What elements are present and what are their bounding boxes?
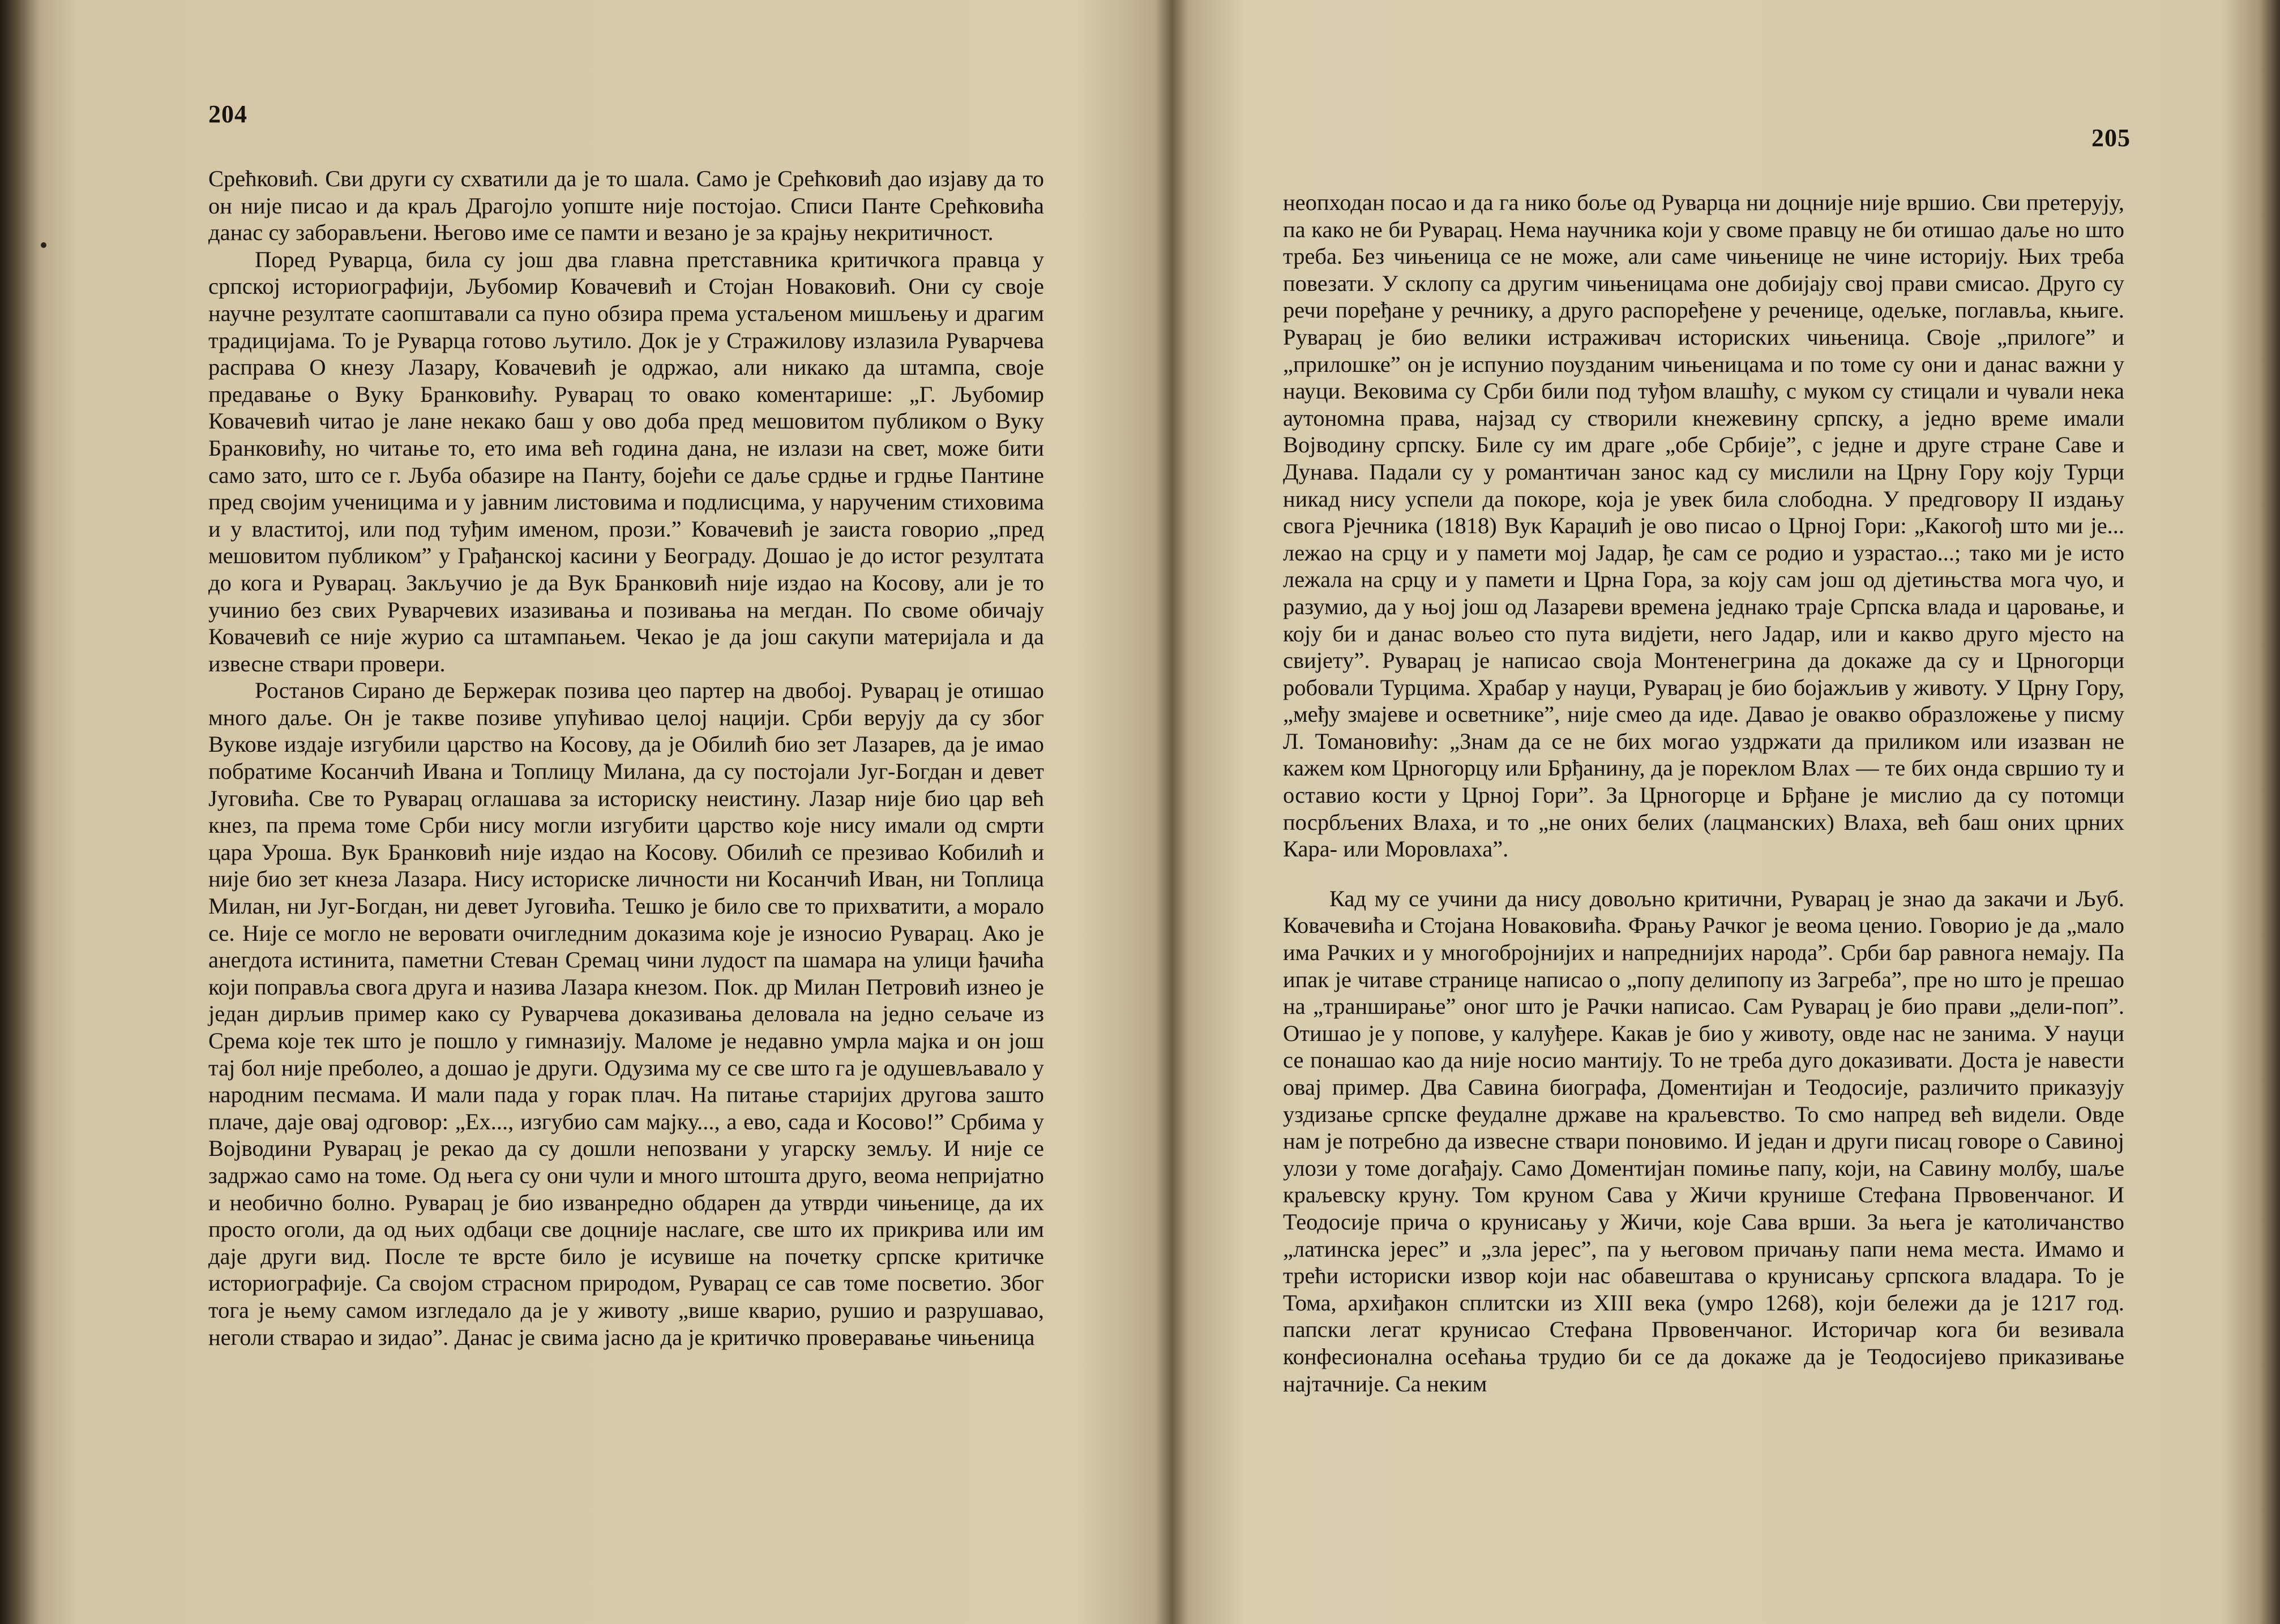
paragraph: Срећковић. Сви други су схватили да је то шала. Само је Срећковић дао изјаву да то он није писао и да краљ Драгојло уопште није постојао. Списи Панте Срећковића данас су заборављени. Његово име се памти и везано је за крајњу некритичност. [208, 166, 1044, 246]
right-page [1172, 0, 2280, 1624]
page-number-left: 204 [208, 100, 247, 128]
ink-dot-mark [41, 242, 46, 248]
paragraph: неопходан посао и да га нико боље од Руварца ни доцније није вршио. Сви претерују, па како не би Руварац. Нема научника који у своме правцу не би отишао даље но што треба. Без чињеница се не може, али саме чињенице не чине историју. Њих треба повезати. У склопу са другим чињеницама оне добијају свој прави смисао. Друго су речи поређане у речнику, а друго распоређене у реченице, одељке, поглавља, књиге. Руварац је био велики истраживач историских чињеница. Своје „прилоге” и „прилошке” он је испунио поузданим чињеницама и по томе су они и данас важни у науци. Вековима су Срби били под туђом влашћу, с муком су стицали и чували нека аутономна права, најзад су створили кнежевину српску, а једно време имали Војводину српску. Биле су им драге „обе Србије”, с једне и друге стране Саве и Дунава. Падали су у романтичан занос кад су мислили на Црну Гору коју Турци никад нису успели да покоре, која је увек била слободна. У предговору II издању свога Рјечника (1818) Вук Караџић је ово писао о Црној Гори: „Какогођ што ми је... лежао на срцу и у памети мој Јадар, ђе сам се родио и узрастао...; тако ми је исто лежала на срцу и у памети и Црна Гора, за коју сам још од дјетињства мога чуо, и разумио, да у њој још од Лазареви времена једнако траје Српска влада и царовање, и коју би и данас вољео сто пута видјети, него Јадар, или и какво друго мјесто на свијету”. Руварац је написао своја Монтенегрина да докаже да су и Црногорци робовали Турцима. Храбар у науци, Руварац је био бојажљив у животу. У Црну Гору, „међу змајеве и осветнике”, није смео да иде. Давао је овакво образложење у писму Л. Томановићу: „Знам да се не бих могао уздржати да приликом или изазван не кажем ком Црногорцу или Брђанину, да је пореклом Влах — те бих онда свршио ту и оставио кости у Црној Гори”. За Црногорце и Брђане је мислио да су потомци посрбљених Влаха, и то „не оних белих (лацманских) Влаха, већ баш оних црних Кара- или Моровлаха”. [1283, 190, 2124, 862]
paragraph: Кад му се учини да нису довољно критични, Руварац је знао да закачи и Љуб. Ковачевића и Стојана Новаковића. Фрању Рачког је веома ценио. Говорио је да „мало има Рачких и у многобројнијих и напреднијих народа”. Срби бар равнога немају. Па ипак је читаве странице написао о „попу делипопу из Загреба”, пре но што је прешао на „транширање” оног што је Рачки написао. Сам Руварац је био прави „дели-поп”. Отишао је у попове, у калуђере. Какав је био у животу, овде нас не занима. У науци се понашао као да није носио мантију. То не треба дуго доказивати. Доста је навести овај пример. Два Савина биографа, Доментијан и Теодосије, различито приказују уздизање српске феудалне државе на краљевство. То смо напред већ видели. Овде нам је потребно да извесне ствари поновимо. И један и други писац говоре о Савиној улози у томе догађају. Само Доментијан помиње папу, који, на Савину молбу, шаље краљевску круну. Том круном Сава у Жичи крунише Стефана Првовенчаног. И Теодосије прича о крунисању у Жичи, које Сава врши. За њега је католичанство „латинска јерес” и „зла јерес”, па у његовом причању папи нема места. Имамо и трећи историски извор који нас обавештава о крунисању српскога владара. То је Тома, архиђакон сплитски из XIII века (умро 1268), који бележи да је 1217 год. папски легат крунисао Стефана Првовенчаног. Историчар кога би везивала конфесионална осећања трудио би се да докаже да је Теодосијево приказивање најтачније. Са неким [1283, 885, 2124, 1396]
paragraph: Ростанов Сирано де Бержерак позива цео партер на двобој. Руварац је отишао много даље. Он је такве позиве упућивао целој нацији. Срби верују да су због Вукове издаје изгубили царство на Косову, да је Обилић био зет Лазарев, да је имао побратиме Косанчић Ивана и Топлицу Милана, да су постојали Југ-Богдан и девет Југовића. Све то Руварац оглашава за историску неистину. Лазар није био цар већ кнез, па према томе Срби нису могли изгубити царство које нису имали од смрти цара Уроша. Вук Бранковић није издао на Косову. Обилић се презивао Кобилић и није био зет кнеза Лазара. Нису историске личности ни Косанчић Иван, ни Топлица Милан, ни Југ-Богдан, ни девет Југовића. Тешко је било све то прихватити, а морало се. Није се могло не веровати очигледним доказима које је износио Руварац. Ако је анегдота истинита, паметни Стеван Сремац чини лудост па шамара на улици ђачића који поправља свога друга и назива Лазара кнезом. Пок. др Милан Петровић изнео је један дирљив пример како су Руварчева доказивања деловала на једно сељаче из Срема које тек што је пошло у гимназију. Маломе је недавно умрла мајка и он још тај бол није преболео, а дошао је други. Одузима му се све што га је одушевљавало у народним песмама. И мали пада у горак плач. На питање старијих другова зашто плаче, даје овај одговор: „Ех..., изгубио сам мајку..., а ево, сада и Косово!” Србима у Војводини Руварац је рекао да су дошли непозвани у угарску земљу. И није се задржао само на томе. Од њега су они чули и много штошта друго, веома непријатно и необично болно. Руварац је био изванредно обдарен да утврди чињенице, да их просто оголи, да од њих одбаци све доцније наслаге, све што их прикрива или им даје други вид. После те врсте било је исувише на почетку српске критичке историографије. Са својом страсном природом, Руварац се сав томе посветио. Због тога је њему самом изгледало да је у животу „више кварио, рушио и разрушавао, неголи стварао и зидао”. Данас је свима јасно да је критичко проверавање чињеница [208, 678, 1044, 1350]
paragraph: Поред Руварца, била су још два главна претставника критичкога правца у српској историографији, Љубомир Ковачевић и Стојан Новаковић. Они су своје научне резултате саопштавали са пуно обзира према устаљеном мишљењу и драгим традицијама. То је Руварца готово љутило. Док је у Стражилову излазила Руварчева расправа О кнезу Лазару, Ковачевић је одржао, али никако да штампа, своје предавање о Вуку Бранковићу. Руварац то овако коментарише: „Г. Љубомир Ковачевић читао је лане некако баш у ово доба пред мешовитом публиком о Вуку Бранковићу, но читање то, ето има већ година дана, не излази на свет, може бити само зато, што се г. Љуба обазире на Панту, бојећи се даље срдње и грдње Пантине пред својим ученицима и у јавним листовима и подлисцима, у наручeним стиховима и у властитој, или под туђим именом, прози.” Ковачевић је заиста говорио „пред мешовитом публиком” у Грађанској касини у Београду. Дошао је до истог резултата до кога и Руварац. Закључио је да Вук Бранковић није издао на Косову, али је то учинио без свих Руварчевих изазивања и позивања на мегдан. По своме обичају Ковачевић се није журио са штампањем. Чекао је да још сакупи материјала и да извесне ствари провери. [208, 246, 1044, 676]
left-page-body [208, 165, 1044, 1351]
page-number-right: 205 [2091, 124, 2131, 152]
right-page-body [1283, 189, 2124, 1397]
